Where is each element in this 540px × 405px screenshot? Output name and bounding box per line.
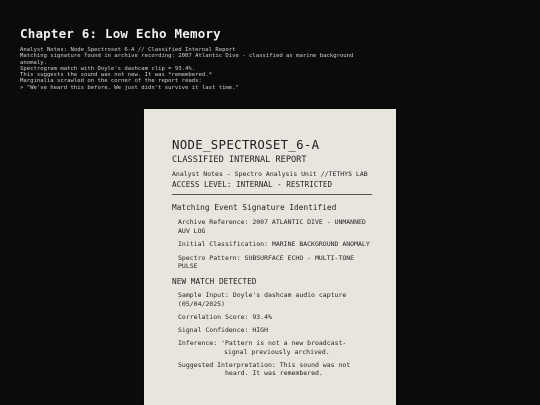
report-document (144, 109, 396, 405)
report-access-level: ACCESS LEVEL: INTERNAL - RESTRICTED (172, 180, 333, 189)
inference-label: Inference: (178, 339, 218, 348)
inference-line-2: signal previously archived. (224, 347, 330, 356)
note-line-quote: > "We've heard this before. We just didn't survive it last time." (20, 84, 239, 91)
report-unit: Analyst Notes - Spectro Analysis Unit //TETHYS LAB (172, 170, 368, 178)
page-title: Chapter 6: Low Echo Memory (20, 26, 221, 41)
report-id: NODE_SPECTROSET_6-A (172, 137, 320, 152)
note-line-match: Matching signature found in archive recording: 2007 Atlantic Dive - classified as marine background anomaly. (20, 53, 354, 66)
spectro-pattern: Spectro Pattern: SUBSURFACE ECHO - MULTI-TONE PULSE (178, 253, 355, 271)
suggested-line-2: heard. It was remembered. (225, 369, 323, 378)
correlation-score: Correlation Score: 93.4% (178, 313, 272, 322)
report-divider (172, 194, 372, 195)
sample-input: Sample Input: Doyle's dashcam audio capture (05/04/2025) (178, 290, 347, 308)
suggested-label: Suggested Interpretation: (178, 360, 276, 369)
report-classification: CLASSIFIED INTERNAL REPORT (172, 155, 307, 165)
note-line-marginalia: Marginalia scrawled on the corner of the report reads: (20, 78, 202, 85)
signal-confidence: Signal Confidence: HIGH (178, 325, 269, 334)
initial-classification: Initial Classification: MARINE BACKGROUND ANOMALY (178, 240, 370, 249)
inference-line-1: 'Pattern is not a new broadcast- (221, 339, 347, 348)
suggested-interpretation (178, 361, 376, 378)
section-title-new-match: NEW MATCH DETECTED (172, 276, 257, 286)
note-line-suggestion: This suggests the sound was not new. It was *remembered.* (20, 72, 212, 79)
archive-reference: Archive Reference: 2007 ATLANTIC DIVE - UNMANNED AUV LOG (178, 218, 366, 235)
note-line-header: Analyst Notes: Node_Spectroset 6-A // Classified Internal Report (20, 47, 236, 53)
note-line-spectrogram: Spectrogram match with Doyle's dashcam clip = 93.4%. (20, 65, 196, 72)
analyst-notes (20, 47, 360, 91)
section-title-matching-event: Matching Event Signature Identified (172, 203, 337, 212)
suggested-line-1: This sound was not (279, 360, 351, 369)
inference (178, 339, 376, 356)
